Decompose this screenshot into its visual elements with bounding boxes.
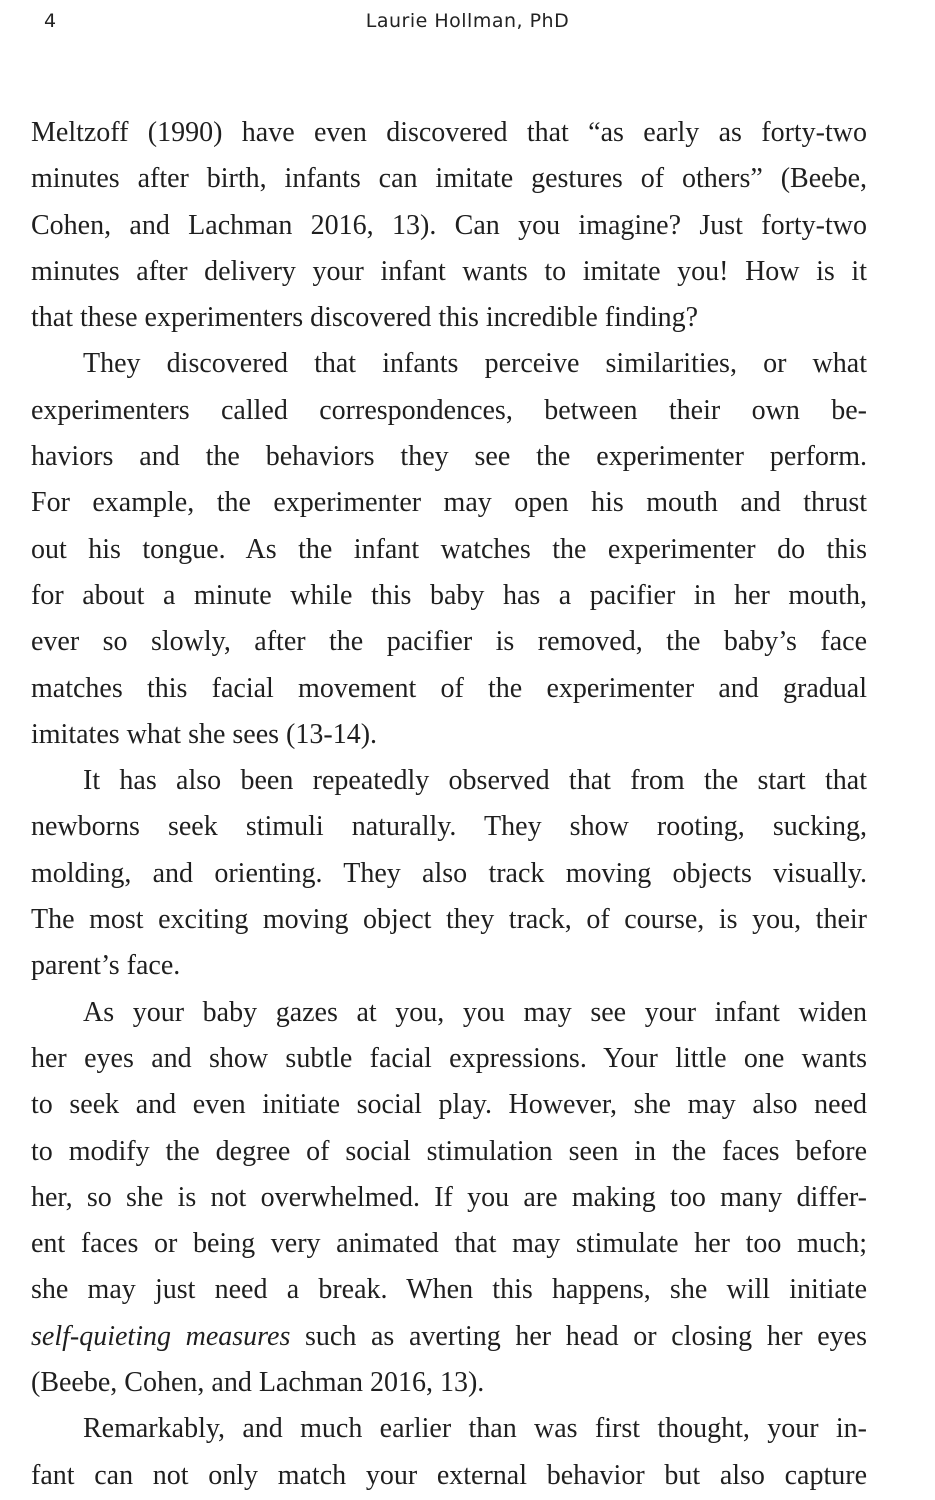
- text-line: out his tongue. As the infant watches the experimenter do this: [31, 533, 867, 565]
- paragraph-4: [31, 990, 867, 1407]
- text-line: Remarkably, and much earlier than was first thought, your in-: [83, 1413, 867, 1445]
- text-line: haviors and the behaviors they see the experimenter perform.: [31, 441, 867, 473]
- page-header: [0, 8, 935, 38]
- text-line: (Beebe, Cohen, and Lachman 2016, 13).: [31, 1367, 485, 1399]
- body-text: [31, 110, 867, 1499]
- paragraph-5: [31, 1406, 867, 1499]
- text-line: They discovered that infants perceive similarities, or what: [83, 348, 867, 380]
- paragraph-1: [31, 110, 867, 341]
- paragraph-3: [31, 758, 867, 989]
- text-line: fant can not only match your external behavior but also capture: [31, 1459, 867, 1491]
- text-line: The most exciting moving object they track, of course, is you, their: [31, 904, 867, 936]
- text-line: to modify the degree of social stimulation seen in the faces before: [31, 1135, 867, 1167]
- text-line-with-italic: [31, 1314, 867, 1360]
- text-line: minutes after birth, infants can imitate gestures of others” (Beebe,: [31, 163, 867, 195]
- text-line: to seek and even initiate social play. However, she may also need: [31, 1089, 867, 1121]
- text-line: Cohen, and Lachman 2016, 13). Can you imagine? Just forty-two: [31, 209, 867, 241]
- italic-term: self-quieting measures: [31, 1320, 291, 1352]
- text-line: ent faces or being very animated that may stimulate her too much;: [31, 1228, 867, 1260]
- text-line: Meltzoff (1990) have even discovered that “as early as forty-two: [31, 117, 867, 148]
- text-line: her, so she is not overwhelmed. If you are making too many differ-: [31, 1181, 867, 1213]
- text-line: her eyes and show subtle facial expressions. Your little one wants: [31, 1042, 867, 1074]
- text-line: minutes after delivery your infant wants to imitate you! How is it: [31, 255, 867, 287]
- text-fragment: such as averting her head or closing her eyes: [290, 1320, 867, 1352]
- text-line: molding, and orienting. They also track moving objects visually.: [31, 857, 867, 889]
- text-line: ever so slowly, after the pacifier is removed, the baby’s face: [31, 626, 867, 658]
- page-number: 4: [44, 10, 57, 32]
- text-line: for about a minute while this baby has a pacifier in her mouth,: [31, 579, 867, 611]
- text-line: that these experimenters discovered this incredible finding?: [31, 302, 699, 334]
- text-line: As your baby gazes at you, you may see your infant widen: [83, 996, 867, 1028]
- text-line: parent’s face.: [31, 950, 181, 982]
- text-line: experimenters called correspondences, between their own be-: [31, 394, 867, 426]
- text-line: For example, the experimenter may open his mouth and thrust: [31, 487, 867, 519]
- text-line: imitates what she sees (13-14).: [31, 718, 378, 750]
- text-line: It has also been repeatedly observed that from the start that: [83, 765, 867, 797]
- text-line: she may just need a break. When this happens, she will initiate: [31, 1274, 867, 1306]
- text-line: matches this facial movement of the experimenter and gradual: [31, 672, 867, 704]
- running-head-author: Laurie Hollman, PhD: [365, 10, 570, 32]
- paragraph-2: [31, 341, 867, 758]
- text-line: newborns seek stimuli naturally. They show rooting, sucking,: [31, 811, 867, 843]
